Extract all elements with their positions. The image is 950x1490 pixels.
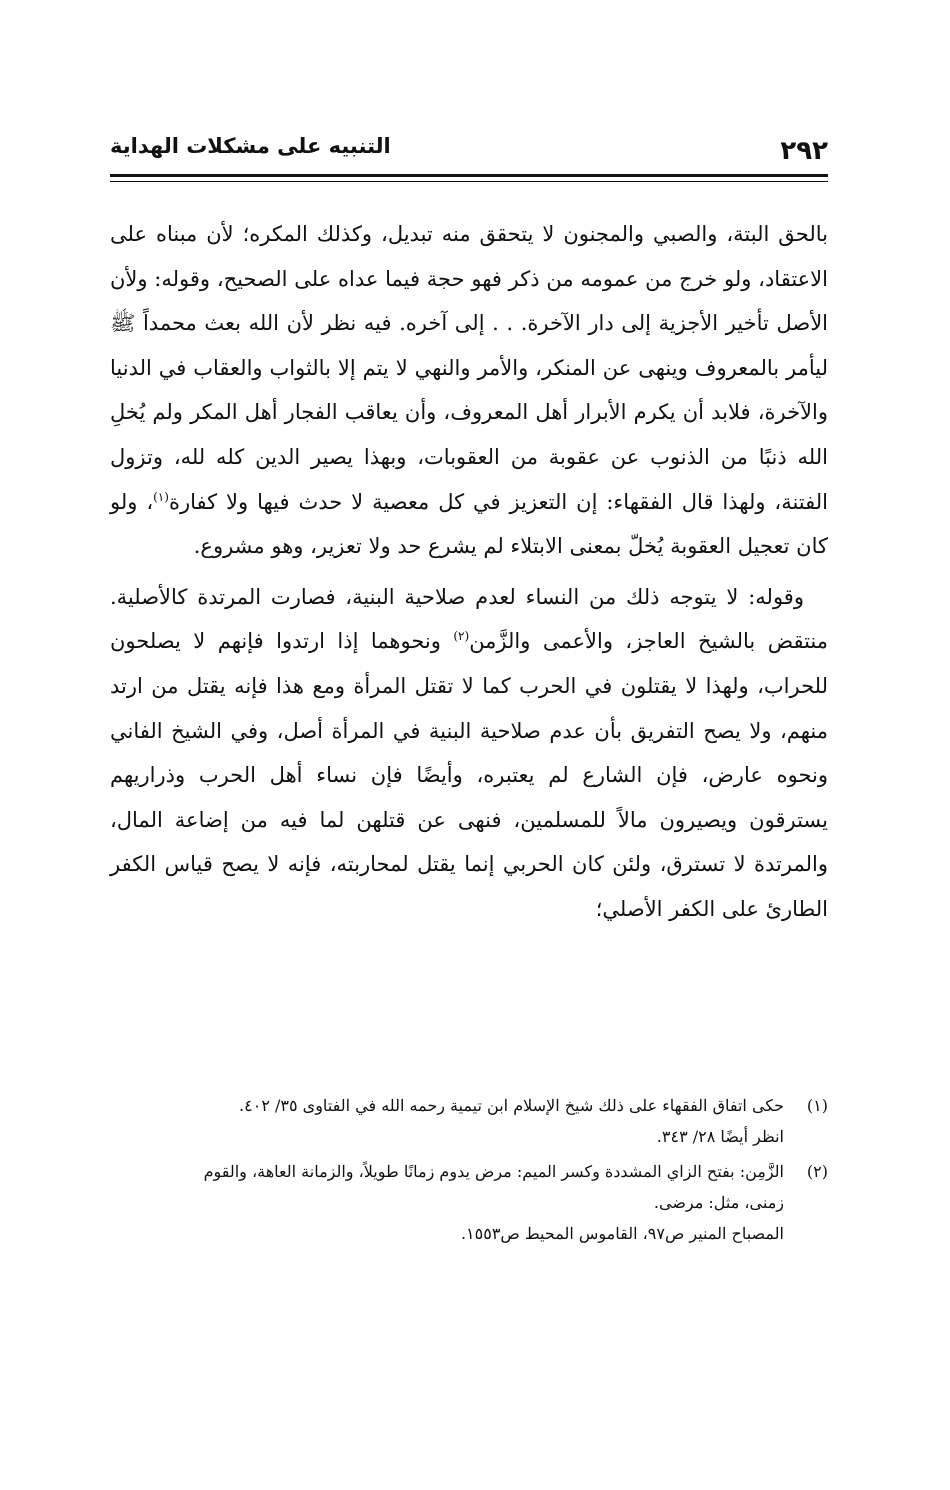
footnotes	[110, 1090, 828, 1253]
page-number: ٢٩٢	[780, 136, 828, 166]
footnote-2	[110, 1156, 828, 1249]
footnote-number: (٢)	[806, 1162, 828, 1181]
running-header	[110, 128, 828, 168]
footnote-number: (١)	[806, 1096, 828, 1115]
footnote-line: انظر أيضًا ٢٨/ ٣٤٣.	[656, 1127, 784, 1146]
main-text	[110, 212, 828, 932]
footnote-marker-1[interactable]: (١)	[153, 489, 169, 504]
paragraph-1-part-1: بالحق البتة، والصبي والمجنون لا يتحقق منه تبديل، وكذلك المكره؛ لأن مبناه على الاعتقاد، ولو خرج من عمومه من ذكر فهو حجة فيما عداه على الصحيح، وقوله: ولأن الأصل تأخير الأجزية إلى دار الآخرة. . . إلى آخره. فيه نظر لأن الله بعث محمداً ﷺ ليأمر بالمعروف وينهى عن المنكر، والأمر والنهي لا يتم إلا بالثواب والعقاب في الدنيا والآخرة، فلابد أن يكرم الأبرار أهل المعروف، وأن يعاقب الفجار أهل المكر ولم يُخلِ الله ذنبًا من الذنوب عن عقوبة من العقوبات، وبهذا يصير الدين كله لله، وتزول الفتنة، ولهذا قال الفقهاء: إن التعزيز في كل معصية لا حدث فيها ولا كفارة	[110, 222, 829, 514]
paragraph-1	[110, 212, 828, 569]
paragraph-2	[110, 575, 828, 932]
footnote-line: زمنى، مثل: مرضى.	[653, 1193, 784, 1212]
header-rule-thick	[110, 174, 828, 177]
footnote-marker-2[interactable]: (٢)	[453, 629, 470, 644]
paragraph-2-part-2: ونحوهما إذا ارتدوا فإنهم لا يصلحون للحراب، ولهذا لا يقتلون في الحرب كما لا تقتل المرأة ومع هذا فإنه يقتل من ارتد منهم، ولا يصح التفريق بأن عدم صلاحية البنية في المرأة أصل، وفي الشيخ الفاني ونحوه عارض، فإن الشارع لم يعتبره، وأيضًا فإن نساء أهل الحرب وذراريهم يسترقون ويصيرون مالاً للمسلمين، فنهى عن قتلهن لما فيه من إضاعة المال، والمرتدة لا تسترق، ولئن كان الحربي إنما يقتل لمحاربته، فإنه لا يصح قياس الكفر الطارئ على الكفر الأصلي؛	[110, 629, 828, 921]
paragraph-1-part-2: ، ولو كان تعجيل العقوبة يُخلّ بمعنى الابتلاء لم يشرع حد ولا تعزير، وهو مشروع.	[110, 489, 828, 559]
footnote-line: المصباح المنير ص٩٧، القاموس المحيط ص١٥٥٣.	[460, 1224, 784, 1243]
footnote-1	[110, 1090, 828, 1152]
book-title: التنبيه على مشكلات الهداية	[110, 134, 391, 158]
paragraph-2-part-1: وقوله: لا يتوجه ذلك من النساء لعدم صلاحية البنية، فصارت المرتدة كالأصلية. منتقض بالشيخ العاجز، والأعمى والزَّمن	[110, 584, 828, 654]
header-rule-thin	[110, 181, 828, 182]
footnote-line: الزَّمِن: بفتح الزاي المشددة وكسر الميم: مرض يدوم زمانًا طويلاً، والزمانة العاهة، والقوم	[203, 1162, 784, 1181]
footnote-line: حكى اتفاق الفقهاء على ذلك شيخ الإسلام ابن تيمية رحمه الله في الفتاوى ٣٥/ ٤٠٢.	[239, 1096, 784, 1115]
